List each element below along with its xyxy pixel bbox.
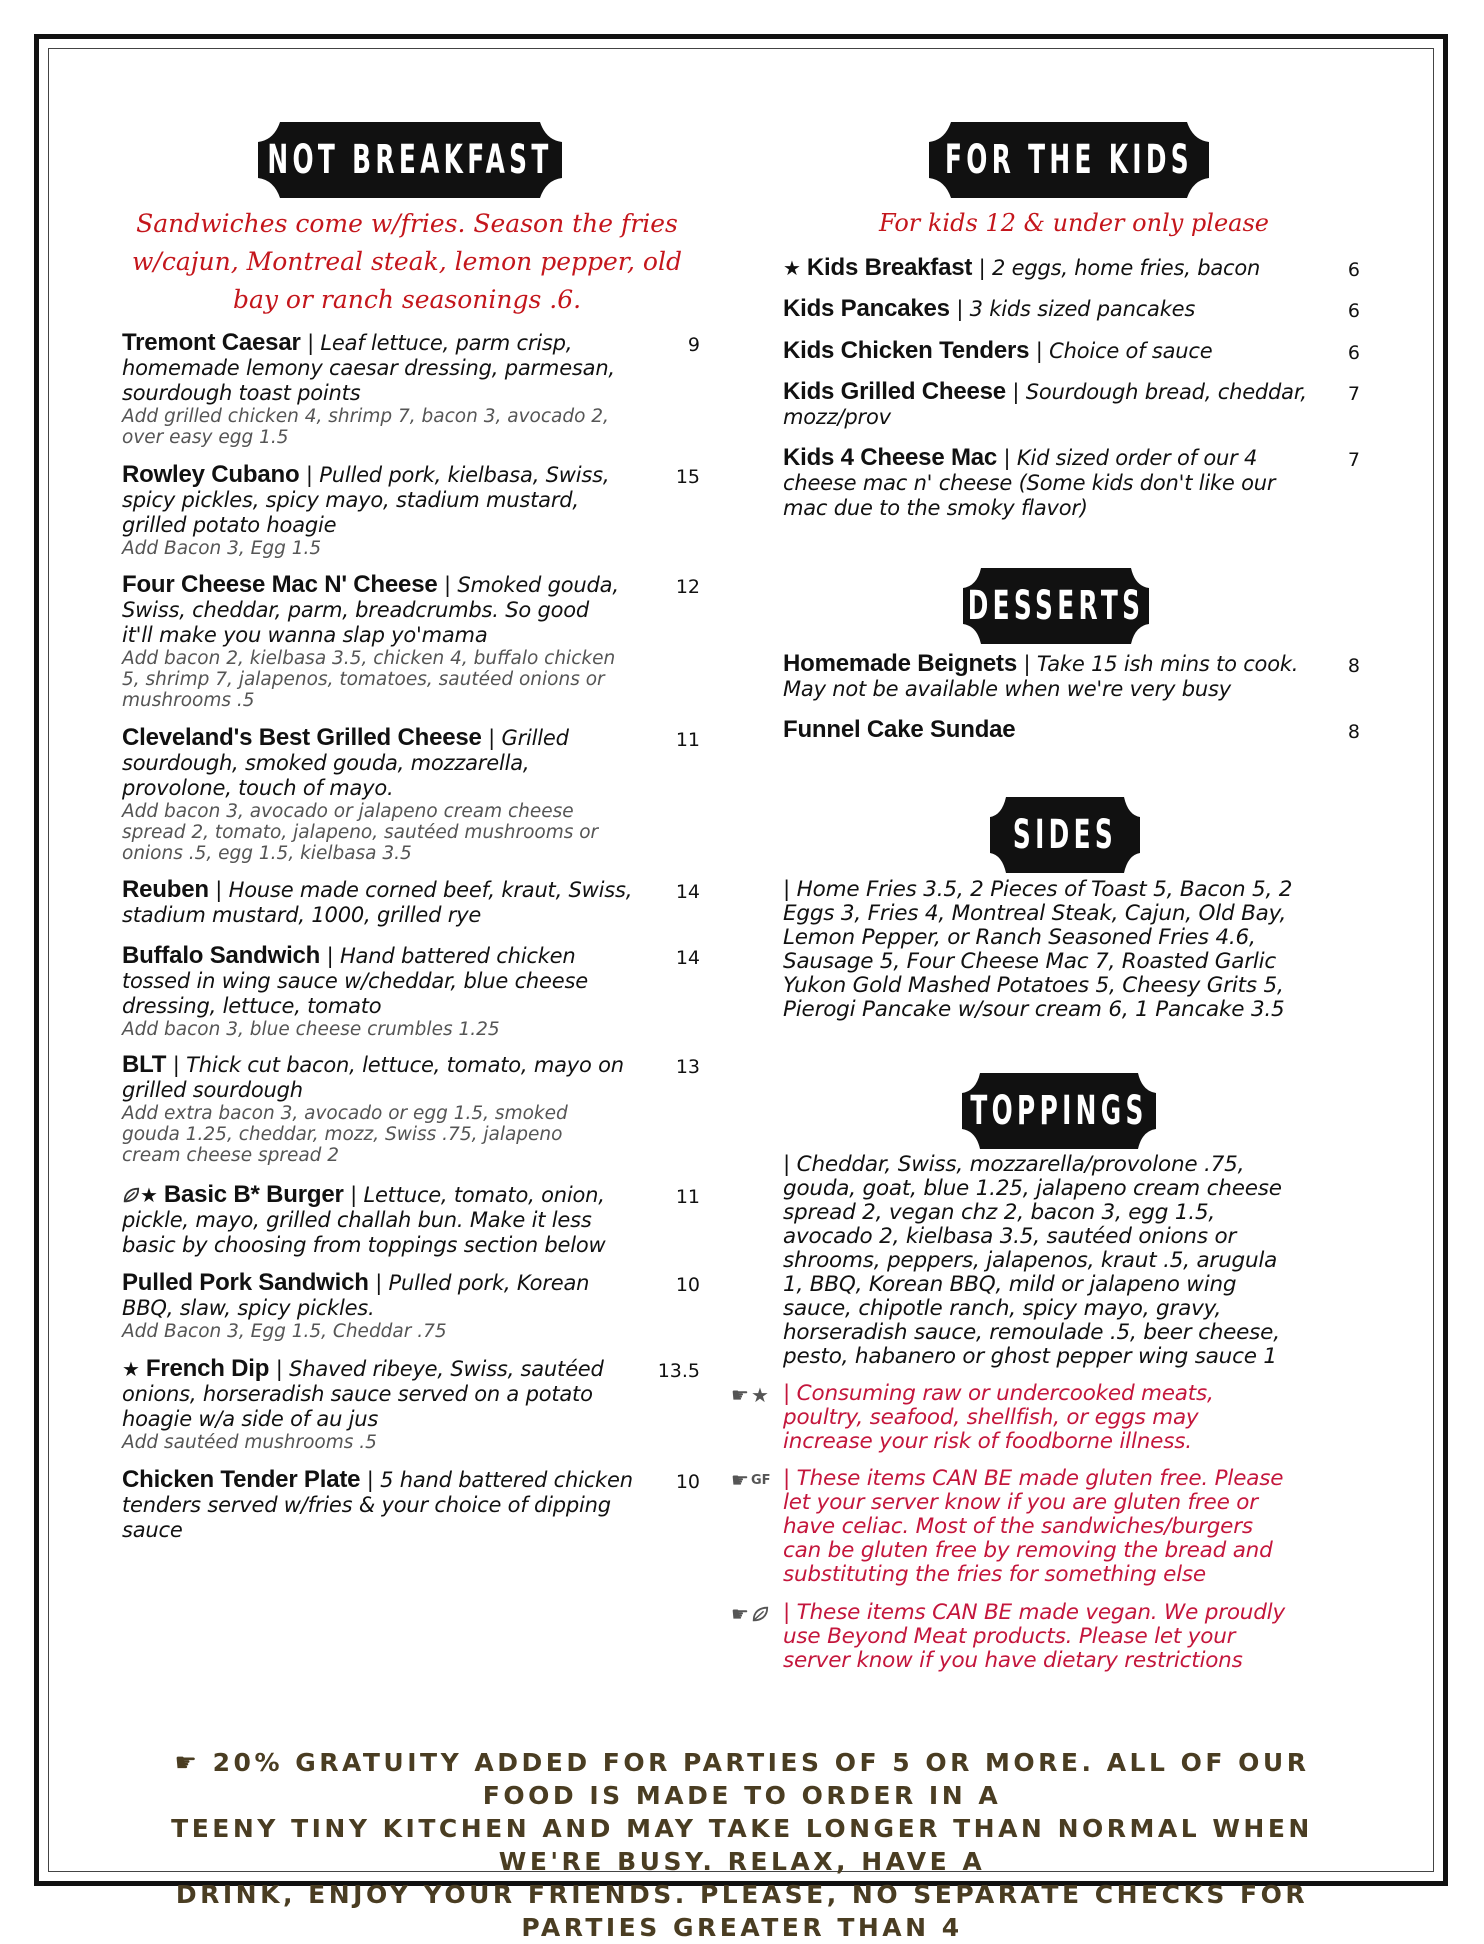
item-description: tossed in wing sauce w/cheddar, blue cheese (122, 969, 588, 993)
item-price: 14 (675, 881, 700, 903)
item-name: Cleveland's Best Grilled Cheese (122, 724, 482, 751)
item-price: 8 (1347, 721, 1360, 743)
kids-subtitle: For kids 12 & under only please (879, 209, 1269, 237)
menu-item (783, 718, 1343, 743)
item-description: | Grilled (481, 726, 569, 750)
item-description: | Shaved ribeye, Swiss, sautéed (269, 1357, 604, 1381)
raw-warning-icon: ☛ ★ (731, 1383, 769, 1407)
footer-line-2: TEENY TINY KITCHEN AND MAY TAKE LONGER THAN NORMAL WHEN WE'RE BUSY. RELAX, HAVE A (171, 1814, 1313, 1876)
item-addon: over easy egg 1.5 (122, 427, 289, 448)
item-addon: gouda 1.25, cheddar, mozz, Swiss .75, jalapeno (122, 1124, 563, 1145)
footer-line-1: ☛ 20% GRATUITY ADDED FOR PARTIES OF 5 OR MORE. ALL OF OUR FOOD IS MADE TO ORDER IN A (174, 1748, 1310, 1810)
item-addon: Add sautéed mushrooms .5 (122, 1432, 377, 1453)
item-description: sauce (122, 1518, 183, 1542)
item-description: | 3 kids sized pancakes (949, 297, 1196, 321)
menu-item (122, 1468, 682, 1543)
item-description: May not be available when we're very busy (783, 677, 1231, 701)
item-addon: mushrooms .5 (122, 690, 255, 711)
item-description: | Sourdough bread, cheddar, (1005, 380, 1307, 404)
item-name: Tremont Caesar (122, 329, 301, 356)
menu-item (122, 331, 682, 448)
vegan-note: | These items CAN BE made vegan. We proudly use Beyond Meat products. Please let your server know if you have dietary restrictions (783, 1600, 1285, 1673)
item-name: Kids Breakfast (806, 254, 973, 281)
item-description: sourdough, smoked gouda, mozzarella, (122, 751, 530, 775)
item-price: 9 (687, 334, 700, 356)
item-description: hoagie w/a side of au jus (122, 1407, 379, 1431)
section-title: NOT BREAKFAST (267, 137, 553, 183)
sides-banner (990, 797, 1140, 873)
menu-item (122, 878, 682, 928)
vegan-icon: ☛ (731, 1602, 769, 1626)
item-description: | House made corned beef, kraut, Swiss, (208, 878, 633, 902)
item-addon: 5, shrimp 7, jalapenos, tomatoes, sautéed onions or (122, 669, 605, 690)
section-title: TOPPINGS (970, 1088, 1148, 1134)
item-price: 6 (1347, 259, 1360, 281)
item-name: Reuben (122, 876, 209, 903)
item-price: 7 (1347, 449, 1360, 471)
item-description: | Smoked gouda, (437, 573, 619, 597)
item-name: Homemade Beignets (783, 650, 1017, 677)
item-description: | Pulled pork, kielbasa, Swiss, (299, 463, 610, 487)
item-name: Kids Grilled Cheese (783, 378, 1006, 405)
item-description: basic by choosing from toppings section below (122, 1233, 606, 1257)
item-description: | Pulled pork, Korean (368, 1271, 590, 1295)
sides-text: | Home Fries 3.5, 2 Pieces of Toast 5, Bacon 5, 2 Eggs 3, Fries 4, Montreal Steak, Cajun, Old Bay, Lemon Pepper, or Ranch Seasoned Fries 4.6, Sausage 5, Four Cheese Mac 7, Roasted Garlic Yukon Gold Mashed Potatoes 5, Cheesy Grits 5, Pierogi Pancake w/sour cream 6, 1 Pancake 3.5 (783, 877, 1293, 1022)
item-price: 11 (675, 729, 700, 751)
menu-item (783, 297, 1343, 322)
item-price: 11 (675, 1186, 700, 1208)
menu-item (783, 256, 1343, 281)
star-icon: ★ (783, 256, 807, 280)
gluten-free-icon: ☛ GF (731, 1468, 771, 1492)
item-addon: Add Bacon 3, Egg 1.5 (122, 538, 322, 559)
section-title: FOR THE KIDS (945, 137, 1193, 183)
menu-item (122, 944, 682, 1040)
menu-item (122, 1357, 682, 1453)
item-description: | Kid sized order of our 4 (997, 446, 1258, 470)
item-description: | 5 hand battered chicken (360, 1468, 633, 1492)
item-description: | Choice of sauce (1029, 339, 1213, 363)
footer-notice (140, 1746, 1344, 1944)
item-price: 15 (675, 466, 700, 488)
item-addon: cream cheese spread 2 (122, 1145, 340, 1166)
item-price: 8 (1347, 655, 1360, 677)
item-description: homemade lemony caesar dressing, parmesan, (122, 356, 615, 380)
item-addon: Add grilled chicken 4, shrimp 7, bacon 3, avocado 2, (122, 406, 609, 427)
menu-item (783, 652, 1343, 702)
toppings-banner (962, 1073, 1156, 1149)
item-description: spicy pickles, spicy mayo, stadium mustard, (122, 488, 579, 512)
item-name: French Dip (145, 1355, 270, 1382)
item-addon: Add bacon 2, kielbasa 3.5, chicken 4, buffalo chicken (122, 648, 616, 669)
item-description: stadium mustard, 1000, grilled rye (122, 903, 482, 927)
star-icon: ★ (750, 1383, 769, 1407)
menu-item (122, 1183, 682, 1258)
menu-item (783, 446, 1343, 521)
item-description: dressing, lettuce, tomato (122, 994, 382, 1018)
star-icon: ★ (140, 1183, 164, 1207)
item-description: sourdough toast points (122, 381, 361, 405)
item-description: cheese mac n' cheese (Some kids don't like our (783, 471, 1276, 495)
item-description: grilled potato hoagie (122, 513, 337, 537)
item-name: Pulled Pork Sandwich (122, 1269, 369, 1296)
item-description: | Thick cut bacon, lettuce, tomato, mayo on (166, 1053, 624, 1077)
menu-item (122, 1053, 682, 1166)
item-description: | Lettuce, tomato, onion, (343, 1183, 605, 1207)
item-name: Basic B* Burger (163, 1181, 344, 1208)
menu-item (783, 380, 1343, 430)
item-price: 6 (1347, 300, 1360, 322)
desserts-banner (963, 568, 1149, 644)
item-description: | Take 15 ish mins to cook. (1017, 652, 1299, 676)
item-description: provolone, touch of mayo. (122, 776, 394, 800)
item-name: Kids Chicken Tenders (783, 337, 1030, 364)
item-description: onions, horseradish sauce served on a potato (122, 1382, 593, 1406)
item-description: grilled sourdough (122, 1078, 303, 1102)
item-addon: spread 2, tomato, jalapeno, sautéed mushrooms or (122, 822, 599, 843)
leaf-icon (751, 1605, 769, 1623)
item-price: 6 (1347, 342, 1360, 364)
item-name: Buffalo Sandwich (122, 942, 321, 969)
item-description: mac due to the smoky flavor) (783, 496, 1088, 520)
toppings-text: | Cheddar, Swiss, mozzarella/provolone .75, gouda, goat, blue 1.25, jalapeno cream cheese spread 2, vegan chz 2, bacon 3, egg 1.5, avocado 2, kielbasa 3.5, sautéed onions or shrooms, peppers, jalapenos, kraut .5, arugula 1, BBQ, Korean BBQ, mild or jalapeno wing sauce, chipotle ranch, spicy mayo, gravy, horseradish sauce, remoulade .5, beer cheese, pesto, habanero or ghost pepper wing sauce 1 (783, 1152, 1282, 1369)
not-breakfast-subtitle: Sandwiches come w/fries. Season the fries w/cajun, Montreal steak, lemon pepper, old bay or ranch seasonings .6. (132, 209, 682, 314)
gluten-free-note: | These items CAN BE made gluten free. Please let your server know if you are gluten free or have celiac. Most of the sandwiches/burgers can be gluten free by removing the bread and substituting the fries for something else (783, 1466, 1284, 1587)
menu-item (122, 726, 682, 864)
item-price: 10 (675, 1274, 700, 1296)
leaf-icon (122, 1186, 140, 1204)
item-price: 7 (1347, 383, 1360, 405)
item-price: 14 (675, 947, 700, 969)
item-addon: Add extra bacon 3, avocado or egg 1.5, smoked (122, 1103, 568, 1124)
raw-warning-note: | Consuming raw or undercooked meats, poultry, seafood, shellfish, or eggs may increase your risk of foodborne illness. (783, 1381, 1214, 1454)
item-addon: Add bacon 3, blue cheese crumbles 1.25 (122, 1019, 500, 1040)
menu-item (122, 463, 682, 559)
item-description: tenders served w/fries & your choice of dipping (122, 1493, 611, 1517)
item-name: Kids 4 Cheese Mac (783, 444, 998, 471)
item-name: Kids Pancakes (783, 295, 950, 322)
section-title: SIDES (1012, 812, 1118, 858)
item-description: | 2 eggs, home fries, bacon (972, 256, 1261, 280)
pointing-hand-icon: ☛ (174, 1748, 213, 1777)
item-name: Four Cheese Mac N' Cheese (122, 571, 438, 598)
item-description: pickle, mayo, grilled challah bun. Make it less (122, 1208, 592, 1232)
item-addon: onions .5, egg 1.5, kielbasa 3.5 (122, 843, 412, 864)
item-name: Chicken Tender Plate (122, 1466, 361, 1493)
star-icon: ★ (122, 1357, 146, 1381)
menu-item (122, 573, 682, 711)
item-price: 12 (675, 576, 700, 598)
item-description: mozz/prov (783, 405, 891, 429)
menu-item (122, 1271, 682, 1342)
item-description: Swiss, cheddar, parm, breadcrumbs. So good (122, 598, 590, 622)
item-addon: Add bacon 3, avocado or jalapeno cream cheese (122, 801, 574, 822)
item-price: 13 (675, 1056, 700, 1078)
item-description: | Leaf lettuce, parm crisp, (300, 331, 573, 355)
item-description: BBQ, slaw, spicy pickles. (122, 1296, 375, 1320)
item-name: BLT (122, 1051, 167, 1078)
item-description: | Hand battered chicken (320, 944, 576, 968)
item-price: 13.5 (657, 1360, 700, 1382)
menu-item (783, 339, 1343, 364)
footer-line-3: DRINK, ENJOY YOUR FRIENDS. PLEASE, NO SEPARATE CHECKS FOR PARTIES GREATER THAN 4 (175, 1880, 1309, 1942)
item-description: it'll make you wanna slap yo'mama (122, 623, 488, 647)
item-name: Rowley Cubano (122, 461, 300, 488)
item-price: 10 (675, 1471, 700, 1493)
item-name: Funnel Cake Sundae (783, 716, 1016, 743)
not-breakfast-banner (258, 122, 562, 198)
for-the-kids-banner (929, 122, 1209, 198)
section-title: DESSERTS (967, 583, 1145, 629)
item-addon: Add Bacon 3, Egg 1.5, Cheddar .75 (122, 1321, 447, 1342)
